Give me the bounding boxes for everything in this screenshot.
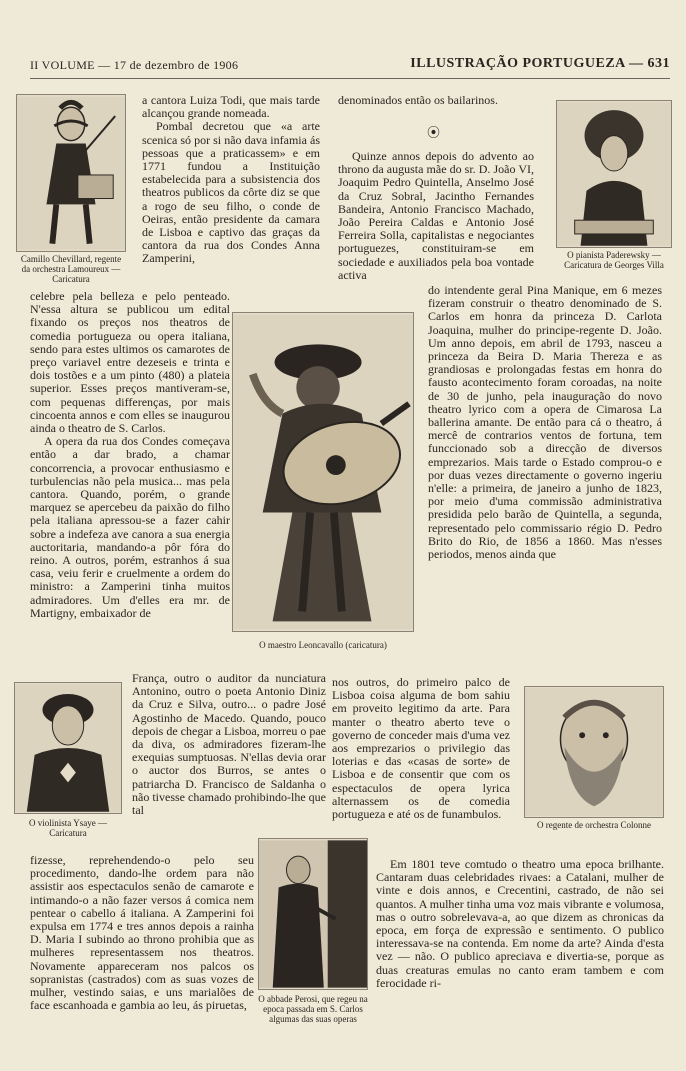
figure-paderewski [556,100,672,280]
figure-chevillard [16,94,126,284]
paragraph: celebre pela belleza e pelo penteado. N'essa altura se publicou um edital fixando os preços nos theatros de comedia portugueza ou opera italiana, sendo para estes ultimos os camarotes de preço variavel entre dezeseis e trinta e dois tostões e a um pinto (480) a plateia superior. Esses preços mantiveram-se, com pequenas differenças, por mais cincoenta annos e com elles se inaugurou ainda o theatro de S. Carlos. [30,289,230,436]
figure-ysaye [14,682,122,842]
paragraph: do intendente geral Pina Manique, em 6 mezes fizeram construir o theatro denominado de S. Carlos em honra da princeza D. Carlota Joaquina, mulher do principe-regente D. João. Um anno depois, em abril de 1793, nasceu a princeza da Beira D. Maria Thereza e as grandiosas e prolongadas festas em honra do fausto acontecimento foram coroadas, na noite de 30 de junho, pela inauguração do novo theatro lyrico com a opera de Cimarosa La ballerina amante. De então para cá o theatro, á mercê de contrarios ventos de fortuna, tem funccionado sob a direcção de diversos emprezarios. Mais tarde o Estado comprou-o e por duas vezes directamente o governo ingeriu n'elle: a primeira, de janeiro a junho de 1823, por meio d'uma commissão administrativa presidida pelo barão de Quintella, a segunda, representado pelo commissario régio D. Pedro Brito do Rio, de 1856 a 1860. Mas n'esses periodos, menos ainda que [428,283,662,562]
column-3-top [338,94,534,107]
caption-leoncavallo: O maestro Leoncavallo (caricatura) [259,640,387,650]
section-ornament: ⦿ [427,125,441,140]
paragraph: a cantora Luiza Todi, que mais tarde alcançou grande nomeada. [142,93,320,121]
column-2-top [132,672,326,817]
caption-colonne: O regente de orchestra Colonne [537,820,651,830]
paragraph: A opera da rua dos Condes começava então a dar brado, a chamar concorrencia, a provocar enthusiasmo e turbulencias não pela musica... mas pela cantora. Quando, porém, o grande marquez se apercebeu da paixão do filho pela italiana apressou-se a fazer cahir sobre a indefeza ave canora a sua energia auctoritaria, mandando-a pôr fóra do reino. A outros, porém, estranhos á sua casa, veiu ferir e cruelmente a ordem do ministro: a Zamperini tinha muitos admiradores. Um d'elles era mr. de Martigny, embaixador de [30,434,230,620]
paragraph: nos outros, do primeiro palco de Lisboa coisa alguma de bom sahiu em proveito legitimo da arte. Para manter o theatro aberto teve o governo de conceder mais d'uma vez aos emprezarios o privilegio das loterias e das «casas de sorte» de Lisboa e de consentir que com os espectaculos de opera lyrica alternassem os de comedia portugueza e até os de funambulos. [332,675,510,822]
column-1-top [142,94,320,266]
column-2-main [30,854,254,1012]
paderewski-caricature [557,101,671,247]
paragraph: denominados então os bailarinos. [338,93,498,107]
figure-perosi [258,838,368,1048]
caption-chevillard: Camillo Chevillard, regente da orchestra Lamoureux — Caricatura [20,254,122,284]
caption-paderewski: O pianista Paderewsky — Caricatura de Georges Villa [564,250,664,270]
figure-colonne [524,686,664,846]
paragraph: Pombal decretou que «a arte scenica só por si não dava infamia ás pessoas que a praticassem» e em 1771 fundou a Instituição estabelecida para a subsistencia dos theatros publicos da côrte diz se que a rogo de seu filho, o conde de Oeiras, então presidente da camara de Lisboa e captivo das graças da cantora da rua dos Condes Anna Zamperini, [142,119,320,266]
paragraph: fizesse, reprehendendo-o pelo seu procedimento, dando-lhe ordem para não assistir aos espectaculos senão de camarote e intimando-o a não fazer versos á comica nem pentear o cabello á italiana. A Zamperini foi expulsa em 1774 e tres annos depois a rainha D. Maria I subindo ao throno prohibia que as mulheres representassem nos theatros. Novamente appareceram nos palcos os sopranistas (castrados) com as suas vozes de mulher, vestindo saias, e uns marialões de face escanhoada e gambia ao leu, ás piruetas, [30,853,254,1013]
chevillard-caricature [17,95,125,251]
page-header [30,56,670,79]
paragraph: Em 1801 teve comtudo o theatro uma epoca brilhante. Cantaram duas celebridades rivaes: a Catalani, mulher de vinte e dois annos, e Crecentini, castrado, de não sei quantos. A mulher tinha uma voz mais vibrante e volumosa, mas o outro sobrelevava-a, ao que dizem as chronicas da epoca, em força de expressão e sentimento. O publico interessava-se na contenda. Em nome da arte? Ainda d'esta vez — não. O publico apreciava e divertia-se, porque as duas creaturas emulas no canto eram tambem e com ferocidade ri- [376,857,664,990]
figure-leoncavallo [232,312,414,652]
caption-perosi: O abbade Perosi, que regeu na epoca passada em S. Carlos algumas das suas operas [258,994,368,1024]
column-1-main [30,290,230,620]
column-3-second [338,150,534,282]
ysaye-caricature [15,683,121,813]
perosi-photo [259,839,367,989]
column-3-mid [332,676,510,821]
colonne-caricature [525,687,663,817]
caption-ysaye: O violinista Ysaye — Caricatura [29,818,107,838]
column-3-main [428,284,662,561]
header-volume-date: II VOLUME — 17 de dezembro de 1906 [30,58,239,72]
header-magazine-title: ILLUSTRAÇÃO PORTUGUEZA — 631 [410,56,670,71]
column-3-bottom [376,858,664,990]
paragraph: França, outro o auditor da nunciatura Antonino, outro o poeta Antonio Diniz da Cruz e Silva, outro... o padre José Agostinho de Macedo. Quando, pouco depois de chegar a Lisboa, morreu o pae da diva, os admiradores fizeram-lhe exequias sumptuosas. N'ellas devia orar o auctor dos Burros, se antes o patriarcha D. Francisco de Saldanha o não tivesse chamado prohibindo-lhe que tal [132,671,326,818]
leoncavallo-caricature [233,313,413,631]
paragraph: Quinze annos depois do advento ao throno da augusta mãe do sr. D. João VI, Joaquim Pedro Quintella, Anselmo José da Cruz Sobral, Jacintho Fernandes Bandeira, Antonio Francisco Machado, João Pereira Caldas e Antonio José Ferreira Solla, capitalistas e negociantes portuguezes, constituiram-se em sociedade e auxiliados pela boa vontade activa [338,149,534,282]
